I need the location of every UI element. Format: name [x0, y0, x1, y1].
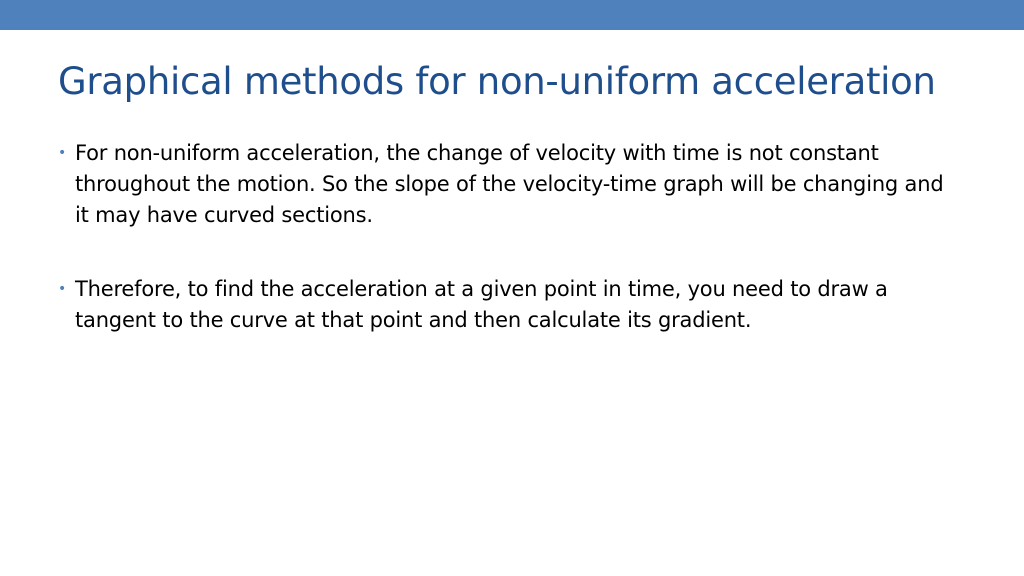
- bullet-item-2: [58, 274, 958, 336]
- bullet-list: [58, 138, 958, 336]
- bullet-text-1: For non-uniform acceleration, the change of velocity with time is not constant throughout the motion. So the slope of the velocity-time graph will be changing and it may have curved sections.: [75, 141, 944, 227]
- bullet-text-2: Therefore, to find the acceleration at a given point in time, you need to draw a tangent to the curve at that point and then calculate its gradient.: [75, 277, 888, 332]
- bullet-dot-icon: •: [58, 281, 67, 297]
- slide-title: Graphical methods for non-uniform acceleration: [58, 60, 936, 103]
- slide-top-accent-bar: [0, 0, 1024, 30]
- bullet-dot-icon: •: [58, 145, 67, 161]
- bullet-item-1: [58, 138, 958, 231]
